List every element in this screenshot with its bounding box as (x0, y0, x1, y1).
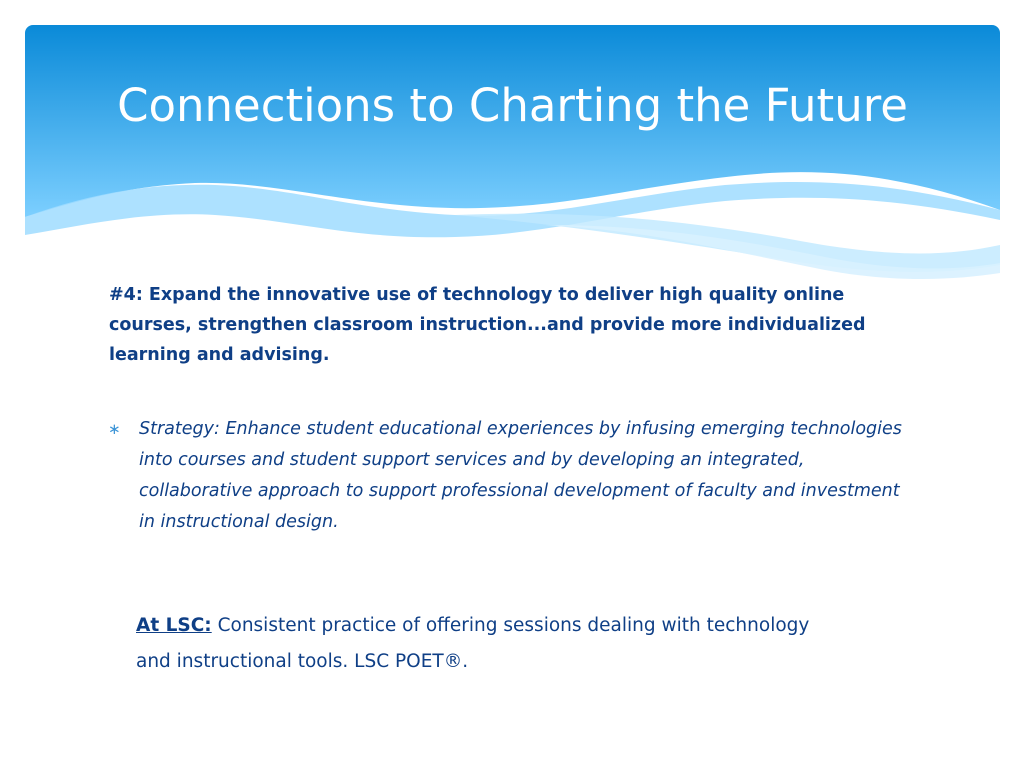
header-wave-graphic (25, 25, 1000, 285)
goal-statement: #4: Expand the innovative use of technology to deliver high quality online courses, strengthen classroom instruction...and provide more individualized learning and advising. (109, 285, 866, 365)
lsc-text: Consistent practice of offering sessions dealing with technology and instructional tools. LSC POET®. (136, 615, 810, 672)
page-title: Connections to Charting the Future (117, 79, 908, 132)
asterisk-bullet-icon: ∗ (108, 420, 121, 438)
strategy-bullet (108, 414, 918, 538)
strategy-text: Strategy: Enhance student educational experiences by infusing emerging technologies into courses and student support services and by developing an integrated, collaborative approach to support professional development of faculty and investment in instructional design. (139, 419, 902, 532)
lsc-label: At LSC: (136, 615, 212, 636)
lsc-note (136, 608, 836, 680)
header-banner (25, 25, 1000, 285)
